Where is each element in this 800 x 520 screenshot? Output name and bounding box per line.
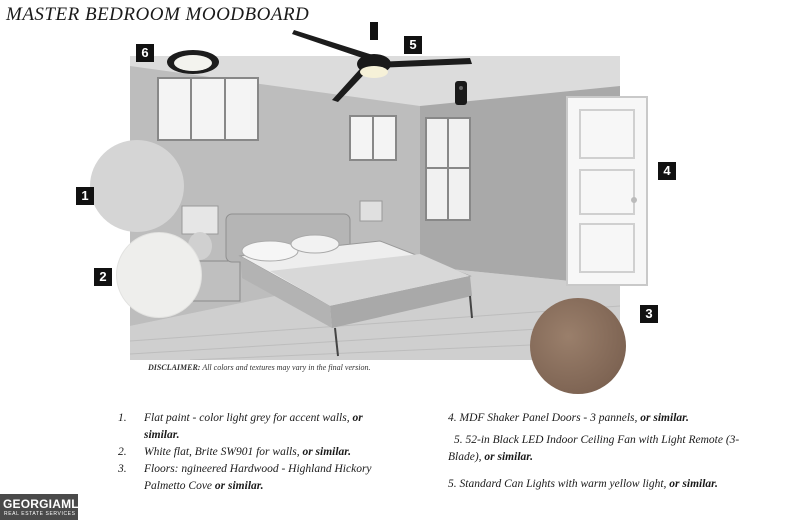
- badge-2: 2: [94, 268, 112, 286]
- ceiling-fan-icon: [292, 22, 474, 104]
- note-5-text: 5. 52-in Black LED Indoor Ceiling Fan with Light Remote (3-: [454, 434, 740, 446]
- note-4-text: 4. MDF Shaker Panel Doors - 3 pannels,: [448, 412, 638, 424]
- logo-main: GEORGIAMLS: [3, 497, 88, 511]
- note-3-text: Floors: ngineered Hardwood - Highland Hickory: [144, 463, 372, 475]
- note-5-line2: [448, 449, 533, 466]
- disclaimer: [148, 363, 370, 372]
- note-3: [118, 461, 372, 478]
- note-4: [448, 410, 689, 427]
- note-6-emph: or similar.: [666, 478, 718, 490]
- white-paint-swatch: [116, 232, 202, 318]
- note-6-text: 5. Standard Can Lights with warm yellow light,: [448, 478, 667, 490]
- badge-3: 3: [640, 305, 658, 323]
- note-3-emph: or similar.: [212, 480, 264, 492]
- badge-4: 4: [658, 162, 676, 180]
- note-6: [448, 476, 718, 493]
- grey-paint-swatch: [90, 140, 184, 232]
- note-5-line2-text: Blade),: [448, 451, 482, 463]
- note-2-emph: or similar.: [299, 446, 352, 458]
- wood-floor-swatch: [530, 298, 626, 394]
- disclaimer-text: All colors and textures may vary in the final version.: [200, 363, 371, 372]
- note-2-num: 2.: [118, 446, 127, 458]
- note-3-line2-text: Palmetto Cove: [144, 480, 213, 492]
- note-1: [118, 410, 363, 427]
- note-3-num: 3.: [118, 463, 127, 475]
- georgia-mls-logo: [0, 494, 88, 520]
- note-5-emph: or similar.: [481, 451, 533, 463]
- note-2-text: White flat, Brite SW901 for walls,: [144, 446, 300, 458]
- badge-5: 5: [404, 36, 422, 54]
- page-title: MASTER BEDROOM MOODBOARD: [6, 4, 310, 25]
- note-5: [454, 432, 739, 449]
- note-2: [118, 444, 352, 461]
- note-1-emph: or: [349, 412, 363, 424]
- badge-6: 6: [136, 44, 154, 62]
- logo-sub: REAL ESTATE SERVICES: [4, 511, 76, 517]
- note-4-emph: or similar.: [637, 412, 689, 424]
- note-1-line2-text: similar.: [144, 429, 180, 441]
- notes-right: [448, 410, 788, 500]
- note-1-line2: [144, 427, 179, 444]
- note-1-num: 1.: [118, 412, 127, 424]
- can-light-icon: [166, 48, 220, 76]
- notes-left: [118, 410, 418, 500]
- door-icon: [566, 96, 648, 286]
- disclaimer-label: DISCLAIMER:: [148, 363, 201, 372]
- badge-1: 1: [76, 187, 94, 205]
- remote-icon: [454, 80, 468, 106]
- note-1-text: Flat paint - color light grey for accent walls,: [144, 412, 350, 424]
- note-3-line2: [144, 478, 263, 495]
